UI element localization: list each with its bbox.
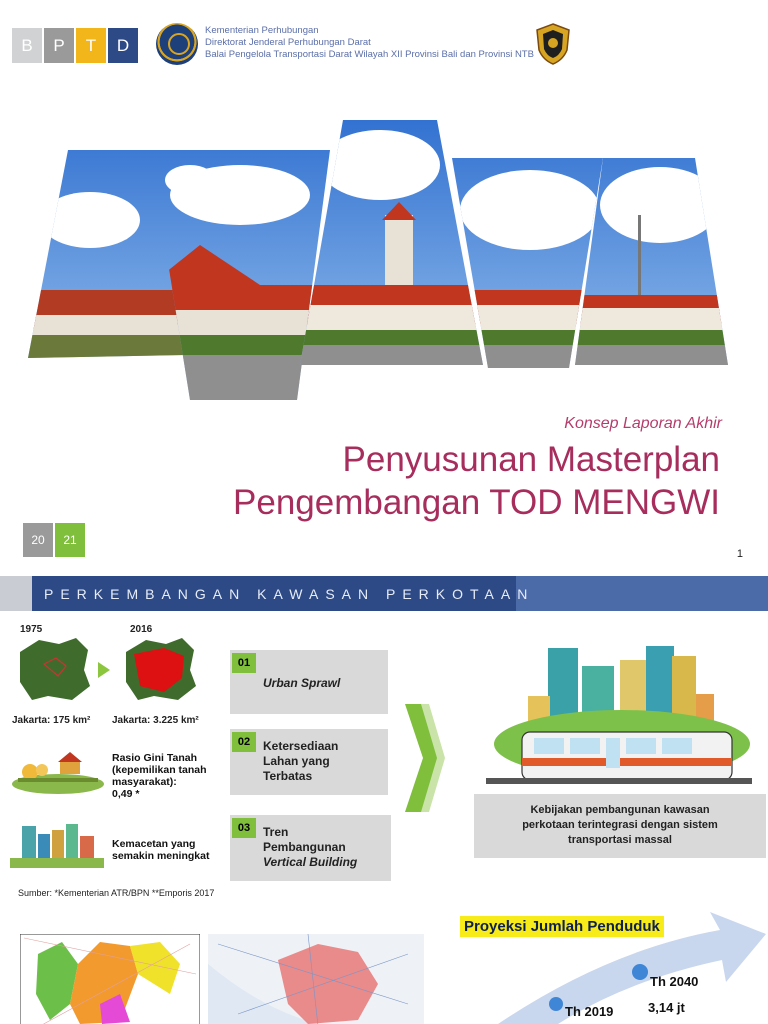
report-subtitle: Konsep Laporan Akhir: [564, 415, 722, 432]
gini-line-4: 0,49 *: [112, 788, 140, 800]
gini-text: [112, 752, 207, 800]
year-badge: [23, 523, 85, 557]
terminal-photo-panels: [0, 110, 768, 410]
item-urban-sprawl: [230, 650, 388, 714]
bptd-letter-p: P: [44, 28, 74, 63]
item-label-01: [263, 676, 340, 691]
policy-line-2: perkotaan terintegrasi dengan sistem: [522, 819, 718, 831]
item-number-02: 02: [232, 732, 256, 752]
ministry-line-2: Direktorat Jenderal Perhubungan Darat: [205, 37, 371, 48]
land-ownership-icon: [10, 750, 105, 795]
map-year-1975: 1975: [20, 624, 43, 635]
ministry-line-1: Kementerian Perhubungan: [205, 25, 319, 36]
congestion-line-1: Kemacetan yang: [112, 838, 196, 850]
urban-development-slide: [0, 572, 768, 1024]
ministry-line-3: Balai Pengelola Transportasi Darat Wilayah XII Provinsi Bali dan Provinsi NTB: [205, 49, 534, 60]
map-year-2016: 2016: [130, 624, 153, 635]
section-header-text: PERKEMBANGAN KAWASAN PERKOTAAN: [44, 586, 535, 602]
year-part-2: 21: [55, 523, 85, 557]
gini-line-1: Rasio Gini Tanah: [112, 752, 197, 764]
regional-zoning-map: [20, 934, 200, 1024]
item-02-line-2: Lahan yang: [263, 754, 330, 768]
header-box: [516, 576, 768, 611]
gini-line-2: (kepemilikan tanah: [112, 764, 207, 776]
header-accent: [0, 576, 32, 611]
item-03-line-3-italic: Vertical Building: [263, 855, 358, 869]
bptd-letter-t: T: [76, 28, 106, 63]
policy-line-3: transportasi massal: [568, 834, 672, 846]
item-03-line-2: Pembangunan: [263, 840, 346, 854]
section-header: [0, 576, 768, 611]
item-number-03: 03: [232, 818, 256, 838]
shield-emblem-icon: [533, 22, 573, 66]
page-title: [233, 438, 720, 524]
chevron-right-icon: [403, 702, 445, 814]
item-03-line-3: [263, 855, 357, 870]
title-line-1: Penyusunan Masterplan: [342, 440, 720, 479]
congested-city-icon: [8, 820, 106, 870]
item-02-line-3: Terbatas: [263, 769, 313, 783]
congestion-text: [112, 838, 209, 862]
item-number-01: 01: [232, 653, 256, 673]
photo-scene: [0, 110, 768, 410]
item-03-line-1: Tren: [263, 825, 289, 839]
land-use-map: [208, 934, 424, 1024]
item-label-03: [263, 825, 357, 870]
page-number: 1: [736, 548, 743, 560]
title-line-2: Pengembangan TOD MENGWI: [233, 483, 720, 522]
policy-line-1: Kebijakan pembangunan kawasan: [530, 804, 710, 816]
item-label-02: [263, 739, 338, 784]
bptd-letter-d: D: [108, 28, 138, 63]
policy-caption: [474, 794, 766, 858]
projection-year-2040: Th 2040: [650, 974, 699, 989]
ministry-emblem-icon: [156, 23, 198, 65]
ministry-text: [205, 25, 534, 61]
item-land-availability: [230, 729, 388, 795]
gini-line-3: masyarakat):: [112, 776, 177, 788]
item-02-line-1: Ketersediaan: [263, 739, 339, 753]
year-part-1: 20: [23, 523, 53, 557]
item-vertical-building: [230, 815, 391, 881]
bptd-letter-b: B: [12, 28, 42, 63]
item-01-line-1: Urban Sprawl: [263, 676, 341, 690]
jakarta-area-2016: Jakarta: 3.225 km²: [112, 715, 199, 726]
source-note: Sumber: *Kementerian ATR/BPN **Emporis 2017: [18, 888, 215, 898]
projection-year-2019: Th 2019: [565, 1004, 614, 1019]
bptd-logo: [12, 28, 138, 63]
jakarta-area-1975: Jakarta: 175 km²: [12, 715, 91, 726]
projection-title: Proyeksi Jumlah Penduduk: [460, 916, 664, 937]
jakarta-maps: [14, 634, 214, 704]
tod-city-tram-illustration: [482, 640, 764, 785]
congestion-line-2: semakin meningkat: [112, 850, 210, 862]
projection-value-2040: 3,14 jt: [648, 1000, 685, 1015]
